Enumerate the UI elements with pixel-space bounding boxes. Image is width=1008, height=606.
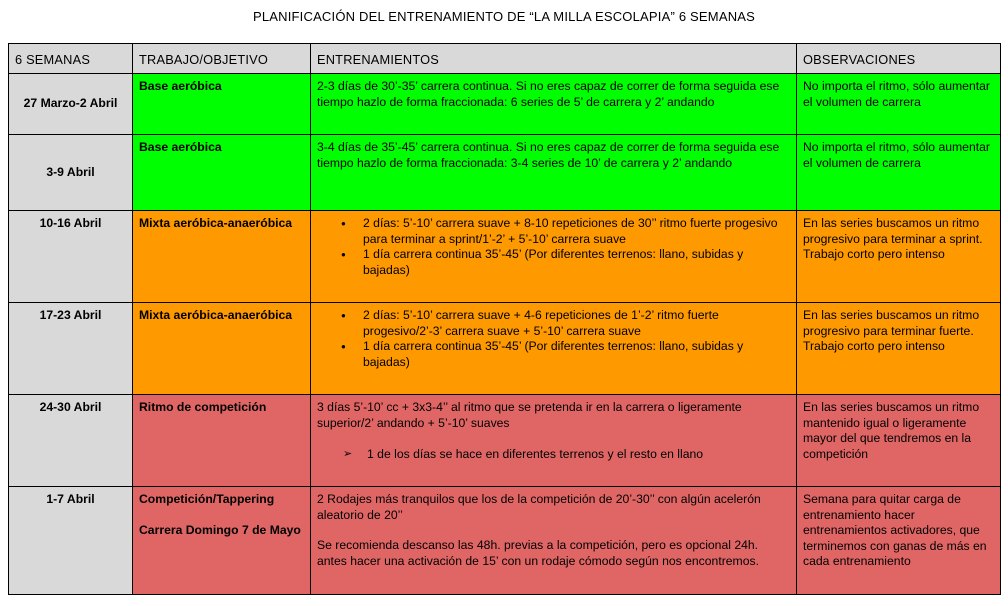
objective-cell: Ritmo de competición [133, 395, 311, 487]
notes-cell: En las series buscamos un ritmo mantenido igual o ligeramente mayor del que tendremos en la competición [797, 395, 1001, 487]
notes-cell: Semana para quitar carga de entrenamiento hacer entrenamientos activadores, que terminemos con ganas de más en cada entrenamiento [797, 487, 1001, 595]
header-notes: OBSERVACIONES [797, 44, 1001, 74]
training-extra-text: Se recomienda descanso las 48h. previas a la competición, pero es opcional 24h. antes hacer una activación de 15’ con un rodaje cómodo según nos encontremos. [317, 538, 759, 568]
list-item: ● 2 días: 5’-10’ carrera suave + 8-10 repeticiones de 30’’ ritmo fuerte progesivo para terminar a sprint/1’-2’ + 5’-10’ carrera suave [317, 216, 790, 247]
list-item: ● 1 día carrera continua 35’-45’ (Por diferentes terrenos: llano, subidas y bajadas) [317, 339, 790, 370]
notes-cell: No importa el ritmo, sólo aumentar el volumen de carrera [797, 135, 1001, 211]
document-title: PLANIFICACIÓN DEL ENTRENAMIENTO DE “LA MILLA ESCOLAPIA” 6 SEMANAS [252, 9, 756, 24]
objective-cell [133, 487, 311, 595]
week-cell: 3-9 Abril [9, 135, 133, 211]
table-row [9, 211, 1001, 303]
objective-text: Competición/Tappering [139, 492, 275, 506]
training-cell [311, 303, 797, 395]
list-item: ● 1 día carrera continua 35’-45’ (Por diferentes terrenos: llano, subidas y bajadas) [317, 247, 790, 278]
training-text: 2 Rodajes más tranquilos que los de la competición de 20’-30’’ con algún acelerón aleatorio de 20’’ [317, 492, 761, 522]
week-cell: 1-7 Abril [9, 487, 133, 595]
training-cell: 3-4 días de 35’-45’ carrera continua. Si no eres capaz de correr de forma seguida ese tiempo hazlo de forma fraccionada: 3-4 series de 10’ de carrera y 2’ andando [311, 135, 797, 211]
header-weeks: 6 SEMANAS [9, 44, 133, 74]
objective-cell: Mixta aeróbica-anaeróbica [133, 211, 311, 303]
week-cell: 24-30 Abril [9, 395, 133, 487]
table-header-row [9, 44, 1001, 74]
training-arrow-text: 1 de los días se hace en diferentes terrenos y el resto en llano [367, 447, 704, 461]
list-item: ● 2 días: 5’-10’ carrera suave + 4-6 repeticiones de 1’-2’ ritmo fuerte progesivo/2’-3’ carrera suave + 5’-10’ carrera suave [317, 308, 790, 339]
training-cell: 2-3 días de 30’-35’ carrera continua. Si no eres capaz de correr de forma seguida ese tiempo hazlo de forma fraccionada: 6 series de 5’ de carrera y 2’ andando [311, 74, 797, 135]
table-row [9, 74, 1001, 135]
notes-cell: En las series buscamos un ritmo progresivo para terminar fuerte. Trabajo corto pero intenso [797, 303, 1001, 395]
notes-cell: En las series buscamos un ritmo progresivo para terminar a sprint. Trabajo corto pero intenso [797, 211, 1001, 303]
header-objective: TRABAJO/OBJETIVO [133, 44, 311, 74]
header-training: ENTRENAMIENTOS [311, 44, 797, 74]
training-arrow-item [317, 447, 790, 463]
training-bullet-list [317, 308, 790, 370]
table-row [9, 135, 1001, 211]
arrowhead-icon: ➢ [343, 448, 353, 460]
objective-cell: Base aeróbica [133, 74, 311, 135]
objective-extra-text: Carrera Domingo 7 de Mayo [139, 522, 301, 537]
training-cell [311, 395, 797, 487]
table-row [9, 303, 1001, 395]
training-cell [311, 211, 797, 303]
week-cell: 27 Marzo-2 Abril [9, 74, 133, 135]
table-row [9, 487, 1001, 595]
objective-cell: Mixta aeróbica-anaeróbica [133, 303, 311, 395]
training-plan-table [8, 43, 1001, 595]
training-text: 3 días 5’-10’ cc + 3x3-4’’ al ritmo que se pretenda ir en la carrera o ligeramente superior/2’ andando + 5’-10’ suaves [317, 400, 742, 430]
training-bullet-list [317, 216, 790, 278]
training-cell [311, 487, 797, 595]
notes-cell: No importa el ritmo, sólo aumentar el volumen de carrera [797, 74, 1001, 135]
objective-cell: Base aeróbica [133, 135, 311, 211]
week-cell: 10-16 Abril [9, 211, 133, 303]
table-row [9, 395, 1001, 487]
week-cell: 17-23 Abril [9, 303, 133, 395]
